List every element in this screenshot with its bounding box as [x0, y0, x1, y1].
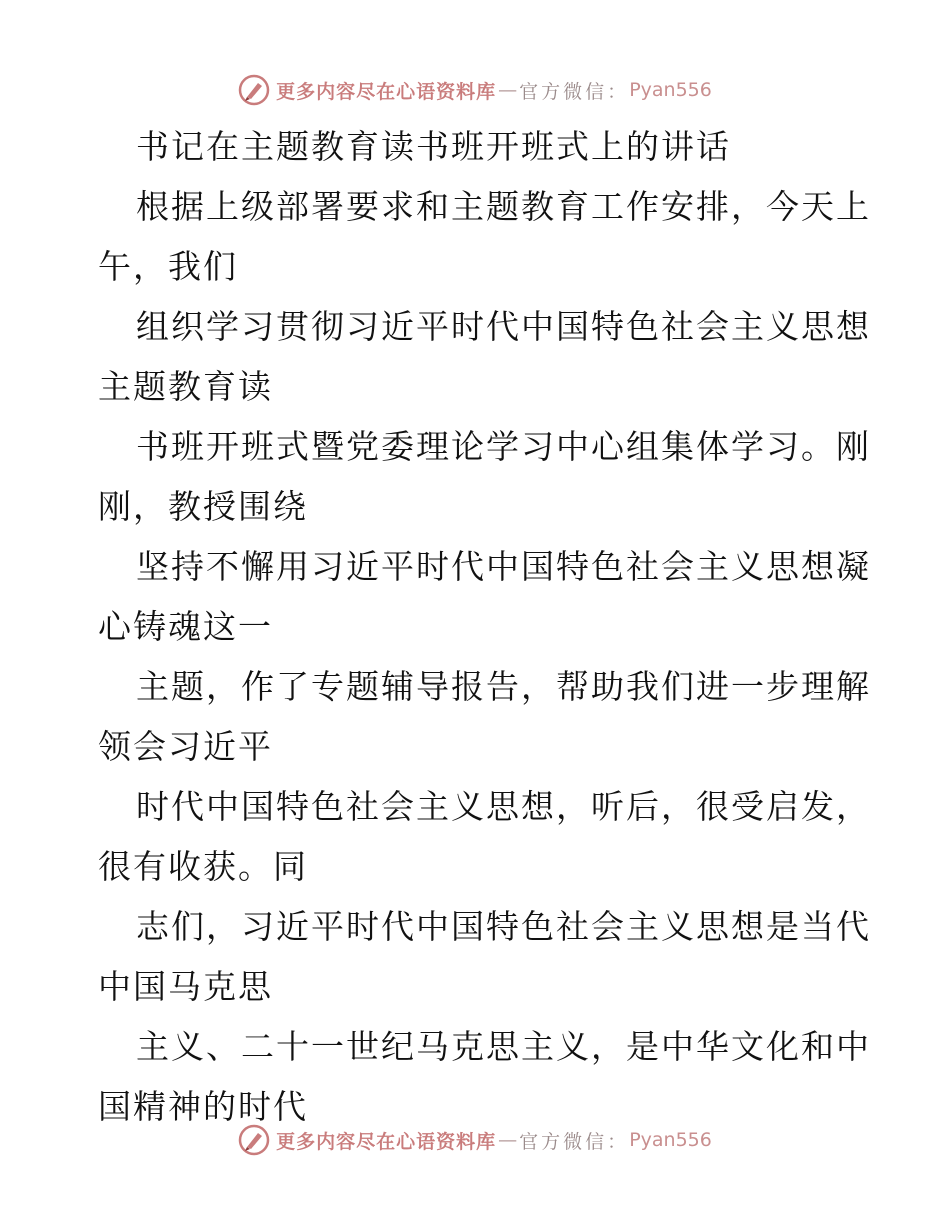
text-line: 午，我们 — [98, 247, 238, 286]
text-line: 主义、二十一世纪马克思主义，是中华文化和中 — [136, 1027, 871, 1066]
text-line: 很有收获。同 — [98, 847, 308, 886]
text-line: 主题教育读 — [98, 367, 273, 406]
text-line: 刚，教授围绕 — [98, 487, 308, 526]
banner-wechat-id: Pyan556 — [629, 1129, 712, 1151]
banner-site-name: 更多内容尽在心语资料库 — [276, 1130, 497, 1153]
banner-separator: — — [498, 79, 518, 101]
header-watermark-banner — [0, 70, 950, 110]
banner-wechat-label: 官方微信： — [519, 1130, 630, 1153]
document-title: 书记在主题教育读书班开班式上的讲话 — [136, 127, 731, 166]
brush-pen-logo-icon — [238, 74, 270, 106]
banner-wechat-label: 官方微信： — [519, 80, 630, 103]
text-line: 时代中国特色社会主义思想，听后，很受启发， — [136, 787, 871, 826]
brush-pen-logo-icon — [238, 1124, 270, 1156]
banner-site-name: 更多内容尽在心语资料库 — [276, 80, 497, 103]
text-line: 中国马克思 — [98, 967, 273, 1006]
text-line: 主题，作了专题辅导报告，帮助我们进一步理解 — [136, 667, 871, 706]
text-line: 书班开班式暨党委理论学习中心组集体学习。刚 — [136, 427, 871, 466]
document-body — [98, 117, 871, 1137]
text-line: 国精神的时代 — [98, 1087, 308, 1126]
banner-wechat-id: Pyan556 — [629, 79, 712, 101]
footer-watermark-banner — [0, 1120, 950, 1160]
text-line: 心铸魂这一 — [98, 607, 273, 646]
text-line: 组织学习贯彻习近平时代中国特色社会主义思想 — [136, 307, 871, 346]
text-line: 坚持不懈用习近平时代中国特色社会主义思想凝 — [136, 547, 871, 586]
text-line: 领会习近平 — [98, 727, 273, 766]
text-line: 根据上级部署要求和主题教育工作安排，今天上 — [136, 187, 871, 226]
banner-separator: — — [498, 1129, 518, 1151]
text-line: 志们，习近平时代中国特色社会主义思想是当代 — [136, 907, 871, 946]
